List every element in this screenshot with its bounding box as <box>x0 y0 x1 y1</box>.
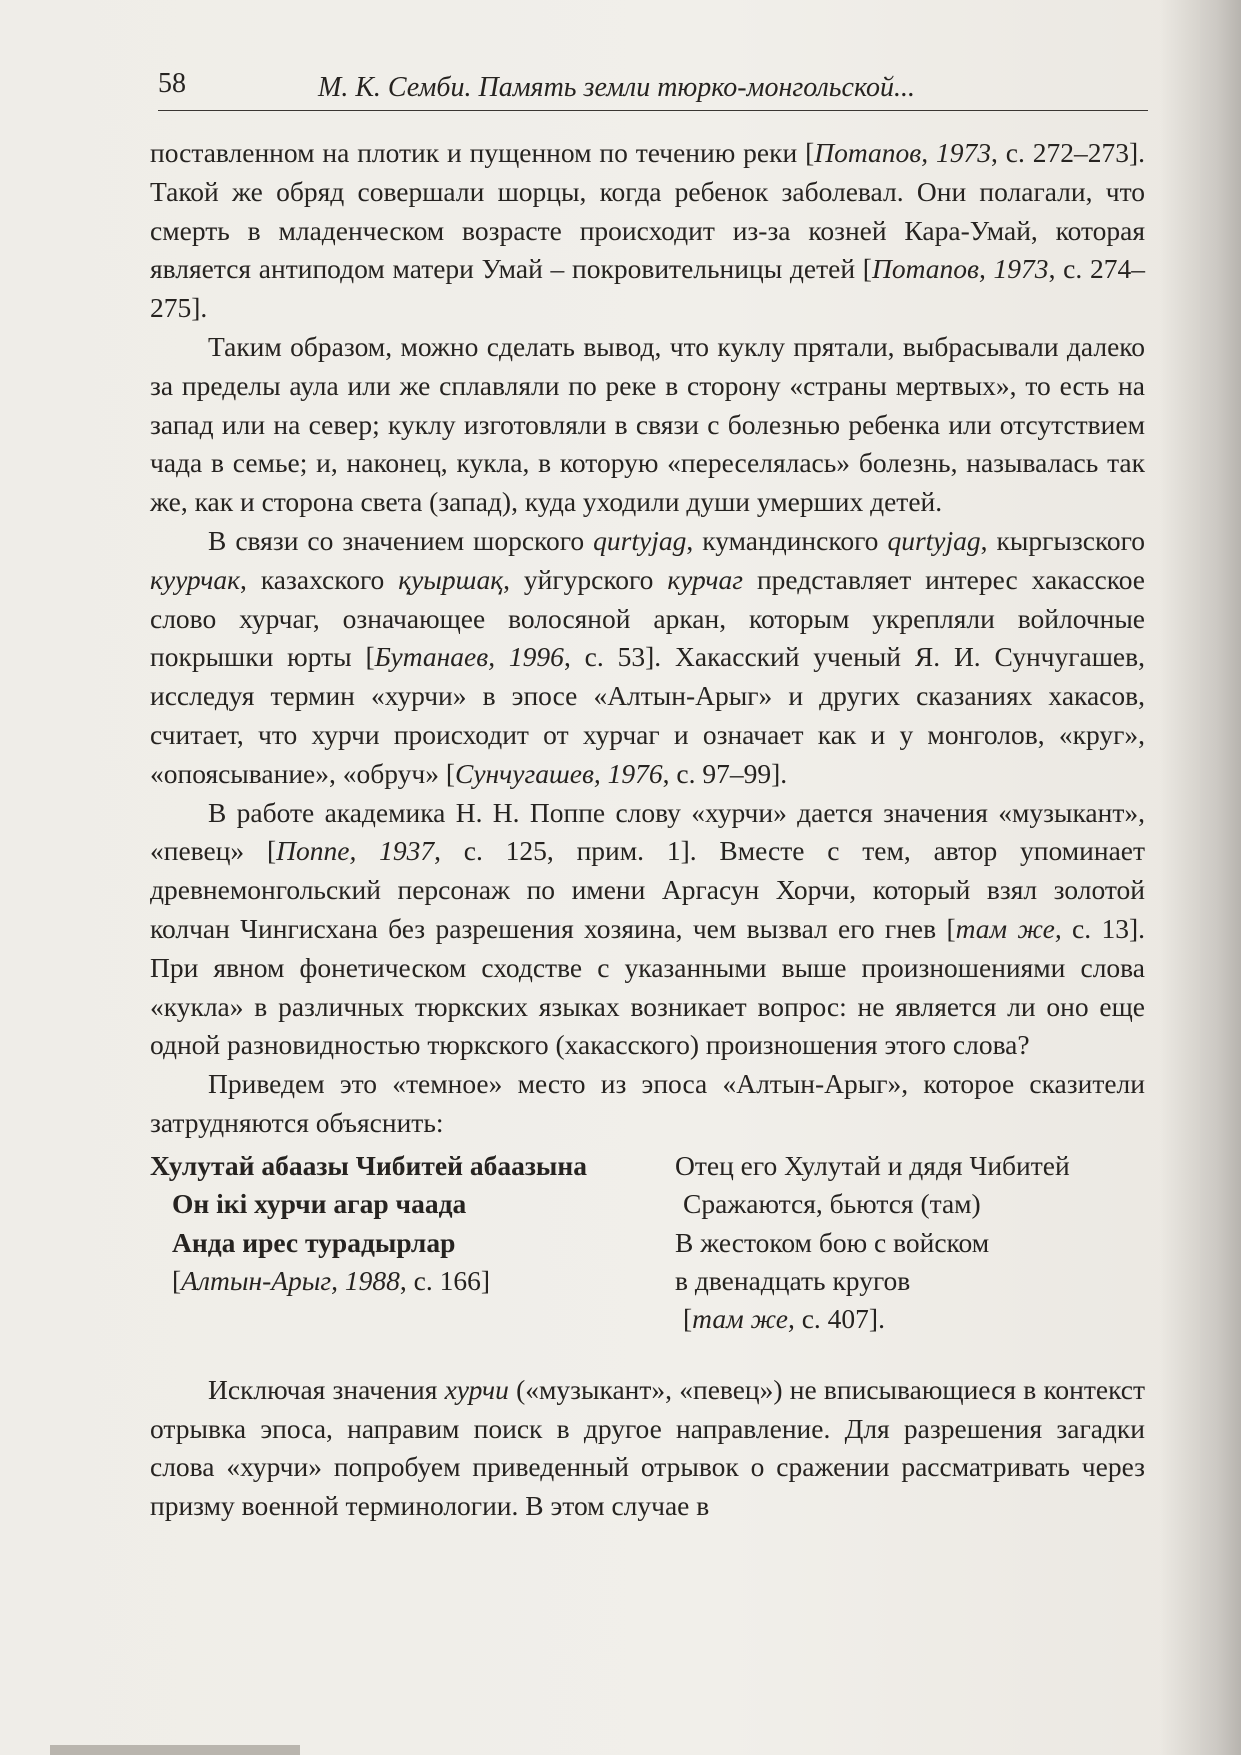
page-number: 58 <box>158 68 186 99</box>
epic-verse <box>150 1147 1145 1339</box>
verse-line: в двенадцать кругов <box>675 1264 911 1296</box>
paragraph-5 <box>150 1065 1145 1143</box>
paragraph-3 <box>150 522 1145 794</box>
verse-line: Он ікі хурчи агар чаада <box>172 1188 467 1220</box>
text-run: , с. 53]. Хакасский ученый Я. И. Сунчугашев, исследуя термин «хурчи» в эпосе «Алтын-Арыг» и других сказаниях хакасов, считает, что хурчи происходит от хурчаг и означает как и у монголов, «круг», «опоясывание», «обруч» [ <box>150 641 1145 789</box>
text-run: Приведем это «темное» место из эпоса «Алтын-Арыг», которое сказители затрудняются объяснить: <box>150 1068 1145 1138</box>
citation: Алтын-Арыг, 1988 <box>181 1264 400 1296</box>
citation: Сунчугашев, 1976 <box>454 757 663 789</box>
citation: Поппе, 1937 <box>276 835 435 867</box>
verse-citation <box>675 1300 1145 1338</box>
body-text <box>150 134 1145 1526</box>
text-run: поставленном на плотик и пущенном по течению реки [ <box>150 137 815 168</box>
bracket: [ <box>683 1303 693 1335</box>
paragraph-6 <box>150 1371 1145 1526</box>
paragraph-4 <box>150 794 1145 1066</box>
verse-original <box>150 1147 650 1339</box>
citation: там же, <box>955 912 1062 944</box>
foreign-word: қуыршақ <box>398 563 504 595</box>
text-run: («музыкант», «певец») не вписывающиеся в контекст отрывка эпоса, направим поиск в другое направление. Для разрешения загадки слова «хурчи» попробуем приведенный отрывок о сражении рассматривать через призму военной терминологии. В этом случае в <box>150 1373 1145 1522</box>
text-run: Исключая значения <box>208 1373 445 1405</box>
foreign-word: курчаг <box>667 563 744 595</box>
text-run: , с. 125, прим. 1]. Вместе с тем, автор упоминает древнемонгольский персонаж по имени Аргасун Хорчи, который взял золотой колчан Чингисхана без разрешения хозяина, чем вызвал его гнев [ <box>150 835 1145 944</box>
citation-page: , с. 166] <box>399 1264 491 1296</box>
text-run: В связи со значением шорского <box>208 524 594 556</box>
text-run: , казахского <box>240 563 399 595</box>
text-run: , кыргызского <box>980 524 1145 556</box>
bracket: [ <box>172 1264 182 1296</box>
text-run: , с. 272–273]. Такой же обряд совершали шорцы, когда ребенок заболевал. Они полагали, что смерть в младенческом возрасте происходит из-за козней Кара-Умай, которая является антиподом матери Умай – покровительницы детей [ <box>150 137 1145 285</box>
running-header <box>158 66 1148 111</box>
paragraph-1 <box>150 134 1145 328</box>
foreign-word: хурчи <box>444 1373 509 1405</box>
text-run: Таким образом, можно сделать вывод, что куклу прятали, выбрасывали далеко за пределы аула или же сплавляли по реке в сторону «страны мертвых», то есть на запад или на север; куклу изготовляли в связи с болезнью ребенка или отсутствием чада в семье; и, наконец, кукла, в которую «переселялась» болезнь, называлась так же, как и сторона света (запад), куда уходили души умерших детей. <box>150 330 1145 518</box>
paragraph-2 <box>150 328 1145 522</box>
citation: Потапов, 1973 <box>814 137 991 168</box>
text-run: В работе академика Н. Н. Поппе слову «хурчи» дается значения «музыкант», «певец» [ <box>150 796 1145 867</box>
text-run: , с. 274–275]. <box>150 253 1145 324</box>
text-run: представляет интерес хакасское слово хурчаг, означающее волосяной аркан, которым укрепляли войлочные покрышки юрты [ <box>150 563 1146 673</box>
verse-translation <box>675 1147 1145 1339</box>
verse-line: Хулутай абаазы Чибитей абаазына <box>150 1149 587 1181</box>
foreign-word: qurtyjag <box>887 524 981 556</box>
text-run: с. 13]. При явном фонетическом сходстве с указанными выше произношениями слова «кукла» в различных тюркских языках возникает вопрос: не является ли оно еще одной разновидностью тюркского (хакасского) произношения этого слова? <box>150 912 1145 1061</box>
text-run: , кумандинского <box>686 524 888 556</box>
scan-artifact <box>50 1745 300 1755</box>
citation-page: с. 407]. <box>794 1303 885 1335</box>
verse-line: Анда ирес турадырлар <box>172 1226 456 1258</box>
running-title: М. К. Семби. Память земли тюрко-монгольской... <box>318 72 915 103</box>
verse-citation <box>150 1262 650 1300</box>
citation: Бутанаев, 1996 <box>374 641 564 673</box>
verse-line: Сражаются, бьются (там) <box>683 1188 981 1220</box>
text-run: , с. 97–99]. <box>662 757 788 789</box>
verse-line: Отец его Хулутай и дядя Чибитей <box>675 1149 1070 1181</box>
foreign-word: куурчак <box>150 563 241 595</box>
text-run: , уйгурского <box>503 563 668 595</box>
citation: Потапов, 1973 <box>871 253 1049 285</box>
citation: там же, <box>692 1303 795 1335</box>
foreign-word: qurtyjag <box>593 524 687 556</box>
page-edge-shadow <box>1160 0 1241 1755</box>
verse-line: В жестоком бою с войском <box>675 1226 990 1258</box>
